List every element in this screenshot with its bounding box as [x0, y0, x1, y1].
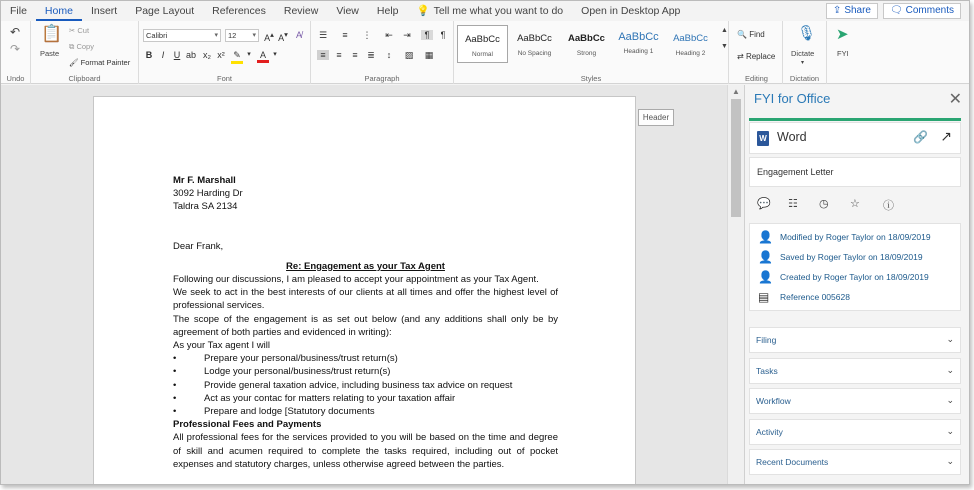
editing-group-label: Editing: [745, 74, 768, 83]
meta-text: Created by Roger Taylor on 18/09/2019: [780, 272, 929, 282]
fyi-button[interactable]: FYI: [837, 49, 849, 58]
styles-group-label: Styles: [580, 74, 602, 83]
clipboard-group: [31, 21, 139, 84]
accent-bar: [749, 118, 961, 121]
shading-icon[interactable]: ▨: [404, 50, 414, 60]
meta-row: [758, 248, 923, 266]
style-sample: AaBbCc: [517, 33, 552, 44]
paragraph: Following our discussions, I am pleased to accept your appointment as your Tax Agent.: [173, 274, 539, 286]
dictate-dropdown-icon[interactable]: ▾: [801, 60, 805, 66]
section-label: Tasks: [756, 366, 778, 376]
paragraph: All professional fees for the services provided to you will be based on the time and degree of skill and acumen required to complete the tasks required, including out of pocket expenses and statutory charges, unless otherwise agreed between the parties.: [173, 432, 558, 470]
align-right-icon[interactable]: ≡: [352, 50, 358, 60]
replace-label: Replace: [745, 52, 776, 61]
paragraph: We seek to act in the best interests of our clients at all times and offer the highest level of professional services.: [173, 287, 558, 312]
cut-button[interactable]: ✂ Cut: [69, 26, 90, 35]
user-edit-icon: 👤: [758, 230, 773, 244]
style-sample: AaBbCc: [618, 31, 659, 43]
style-heading-1[interactable]: [613, 25, 664, 63]
header-tag[interactable]: Header: [638, 109, 674, 126]
clipboard-group-label: Clipboard: [68, 74, 101, 83]
style-heading-2[interactable]: [665, 25, 716, 63]
comment-icon[interactable]: 💬: [757, 198, 771, 210]
open-external-icon[interactable]: ↗: [940, 128, 952, 144]
undo-group-label: Undo: [6, 74, 25, 83]
meta-text: Saved by Roger Taylor on 18/09/2019: [780, 252, 923, 262]
replace-button[interactable]: ⇄ Replace: [737, 52, 776, 61]
style-name: Strong: [576, 50, 597, 57]
style-name: Heading 2: [675, 50, 706, 57]
chevron-down-icon: ⌄: [946, 456, 954, 466]
address-city: Taldra SA 2134: [173, 201, 238, 213]
send-icon[interactable]: ➤: [836, 26, 849, 43]
chevron-down-icon: ⌄: [946, 334, 954, 344]
user-save-icon: 👤: [758, 250, 773, 264]
copy-label: Copy: [76, 42, 94, 51]
chevron-down-icon: ⌄: [946, 395, 954, 405]
scroll-up-icon[interactable]: ▲: [732, 87, 740, 96]
fyi-group: [827, 21, 861, 84]
document-canvas: [1, 85, 727, 485]
scroll-thumb[interactable]: [731, 99, 741, 217]
comment-icon: 🗨: [889, 5, 903, 16]
section-workflow[interactable]: [749, 388, 961, 414]
open-in-desktop-button[interactable]: Open in Desktop App: [581, 5, 681, 17]
dictate-button[interactable]: Dictate: [791, 49, 815, 58]
ltr-icon[interactable]: ¶: [421, 30, 433, 40]
chevron-down-icon: ⌄: [946, 365, 954, 375]
copy-button[interactable]: ⧉ Copy: [69, 42, 94, 51]
highlight-dropdown-icon[interactable]: ▾: [247, 51, 251, 58]
document-page[interactable]: [93, 96, 636, 485]
dictation-group: [783, 21, 827, 84]
tell-me-label: Tell me what you want to do: [433, 5, 564, 17]
bullet-icon: •: [173, 392, 177, 404]
section-activity[interactable]: [749, 419, 961, 445]
paragraph-group: [311, 21, 454, 84]
section-label: Workflow: [756, 396, 791, 406]
superscript-icon[interactable]: x²: [217, 50, 225, 60]
numbering-icon[interactable]: ≡: [342, 30, 348, 40]
share-label: Share: [844, 5, 871, 16]
font-group: [139, 21, 311, 84]
app-card: [749, 122, 961, 154]
font-group-label: Font: [216, 74, 232, 83]
panel-toolbar: [749, 193, 961, 217]
tab-page-layout[interactable]: Page Layout: [135, 5, 195, 17]
list-item: [173, 405, 558, 418]
tab-insert[interactable]: Insert: [90, 5, 118, 17]
user-add-icon: 👤: [758, 270, 773, 284]
tab-view[interactable]: View: [336, 5, 359, 17]
word-icon: W: [757, 131, 769, 146]
menu-bar: [1, 1, 969, 21]
font-name-select[interactable]: Calibri ▾: [143, 29, 221, 42]
section-tasks[interactable]: [749, 358, 961, 384]
style-sample: AaBbCc: [568, 33, 605, 44]
list-item-text: Act as your contac for matters relating to your taxation affair: [204, 392, 456, 404]
style-sample: AaBbCc: [465, 34, 500, 45]
styles-scroll-up-icon[interactable]: ▲: [721, 27, 728, 34]
borders-icon[interactable]: ▦: [424, 50, 434, 60]
greeting: Dear Frank,: [173, 240, 224, 252]
meta-row: [758, 228, 931, 246]
bold-icon[interactable]: B: [145, 50, 153, 60]
panel-title: FYI for Office: [754, 91, 831, 106]
undo-group: [1, 21, 31, 84]
shrink-font-icon[interactable]: A▾: [278, 30, 288, 43]
list-item-text: Lodge your personal/business/trust return(s): [204, 366, 391, 378]
subscript-icon[interactable]: x₂: [203, 50, 211, 60]
multilevel-list-icon[interactable]: ⋮: [362, 30, 372, 40]
paragraph: The scope of the engagement is as set out below (and any additions shall only be by agreement of both parties and evidenced in writing):: [173, 313, 558, 338]
bullet-icon: •: [173, 353, 177, 365]
microphone-icon[interactable]: 🎙: [797, 25, 817, 42]
list-intro: As your Tax agent I will: [173, 340, 270, 352]
section-label: Filing: [756, 335, 777, 345]
dictation-group-label: Dictation: [789, 74, 820, 83]
comments-button[interactable]: [883, 3, 961, 19]
style-sample: AaBbCc: [673, 33, 708, 44]
editing-group: [731, 21, 783, 84]
style-no-spacing[interactable]: [509, 25, 560, 63]
star-icon[interactable]: ☆: [850, 198, 860, 210]
tab-home[interactable]: Home: [36, 1, 82, 21]
list-item: [173, 392, 558, 405]
style-normal[interactable]: [457, 25, 508, 63]
history-icon[interactable]: ◷: [819, 198, 829, 210]
strikethrough-icon[interactable]: ab: [185, 50, 196, 60]
find-button[interactable]: 🔍 Find: [737, 30, 765, 39]
spacer: [173, 253, 558, 260]
spacer: [173, 227, 558, 240]
find-label: Find: [749, 30, 765, 39]
font-size-select[interactable]: 12 ▾: [225, 29, 259, 42]
paste-button[interactable]: Paste: [40, 49, 60, 58]
fyi-panel: [744, 85, 969, 485]
subject-line: Re: Engagement as your Tax Agent: [286, 260, 445, 272]
highlight-icon[interactable]: ✎: [231, 50, 243, 64]
share-icon: ⇪: [832, 5, 842, 16]
style-name: Normal: [472, 51, 493, 58]
list-item: [173, 352, 558, 365]
list-icon[interactable]: ☷: [788, 198, 798, 210]
justify-icon[interactable]: ≣: [367, 50, 375, 60]
chevron-down-icon: ⌄: [946, 426, 954, 436]
document-name: Engagement Letter: [757, 167, 834, 177]
tab-help[interactable]: Help: [376, 5, 399, 17]
meta-text: Reference 005628: [780, 292, 850, 302]
ribbon: [1, 21, 969, 84]
show-marks-icon[interactable]: ¶: [440, 30, 446, 40]
close-icon[interactable]: ✕: [948, 91, 962, 108]
address-name: Mr F. Marshall: [173, 175, 236, 186]
line-spacing-icon[interactable]: ↕: [386, 50, 392, 60]
document-name-card: [749, 157, 961, 187]
style-name: Heading 1: [623, 48, 654, 55]
tell-me-search[interactable]: [408, 1, 573, 21]
share-button[interactable]: [826, 3, 878, 19]
cut-label: Cut: [77, 26, 90, 35]
tab-review[interactable]: Review: [283, 5, 319, 17]
letter-body[interactable]: [173, 174, 558, 471]
format-painter-label: Format Painter: [80, 58, 131, 67]
list-item-text: Prepare and lodge [Statutory documents: [204, 406, 375, 418]
section-filing[interactable]: [749, 327, 961, 353]
align-center-icon[interactable]: ≡: [336, 50, 342, 60]
styles-more-icon[interactable]: ▼: [721, 43, 728, 50]
comments-label: Comments: [905, 5, 954, 16]
underline-icon[interactable]: U: [173, 50, 181, 60]
list-item-text: Provide general taxation advice, including business tax advice on request: [204, 379, 513, 391]
font-color-icon[interactable]: A: [257, 50, 269, 63]
bullet-icon: •: [173, 406, 177, 418]
meta-text: Modified by Roger Taylor on 18/09/2019: [780, 232, 931, 242]
lightbulb-icon: 💡: [416, 5, 430, 17]
vertical-scrollbar[interactable]: [727, 85, 744, 485]
tab-file[interactable]: File: [10, 5, 27, 17]
format-painter-button[interactable]: 🖌 Format Painter: [69, 58, 131, 67]
decrease-indent-icon[interactable]: ⇤: [385, 30, 393, 40]
document-meta: [749, 223, 961, 311]
bullet-icon: •: [173, 366, 177, 378]
meta-row: [758, 288, 850, 306]
grow-font-icon[interactable]: A▴: [264, 30, 274, 43]
spacer: [173, 214, 558, 227]
paragraph-group-label: Paragraph: [364, 74, 400, 83]
bullets-icon[interactable]: ☰: [318, 30, 328, 40]
section-recent-documents[interactable]: [749, 449, 961, 475]
align-left-icon[interactable]: ≡: [317, 50, 329, 60]
tab-references[interactable]: References: [212, 5, 266, 17]
paste-icon[interactable]: 📋: [41, 24, 63, 43]
fees-heading: Professional Fees and Payments: [173, 419, 322, 431]
link-icon[interactable]: 🔗: [913, 130, 928, 144]
increase-indent-icon[interactable]: ⇥: [403, 30, 411, 40]
redo-icon[interactable]: ↷: [10, 42, 21, 56]
style-name: No Spacing: [517, 50, 552, 57]
bullet-icon: •: [173, 379, 177, 391]
reference-icon: ▤: [758, 290, 770, 304]
list-item-text: Prepare your personal/business/trust return(s): [204, 353, 398, 365]
section-label: Activity: [756, 427, 783, 437]
font-color-dropdown-icon[interactable]: ▾: [273, 51, 277, 58]
section-label: Recent Documents: [756, 457, 829, 467]
style-strong[interactable]: [561, 25, 612, 63]
list-item: [173, 365, 558, 378]
meta-row: [758, 268, 929, 286]
styles-gallery: [457, 25, 717, 65]
address-street: 3092 Harding Dr: [173, 188, 243, 200]
undo-icon[interactable]: ↶: [10, 25, 21, 39]
list-item: [173, 379, 558, 392]
help-icon[interactable]: ⓘ: [883, 200, 894, 212]
italic-icon[interactable]: I: [161, 50, 165, 60]
clear-format-icon[interactable]: A̸: [295, 30, 302, 40]
app-label: Word: [777, 130, 807, 144]
